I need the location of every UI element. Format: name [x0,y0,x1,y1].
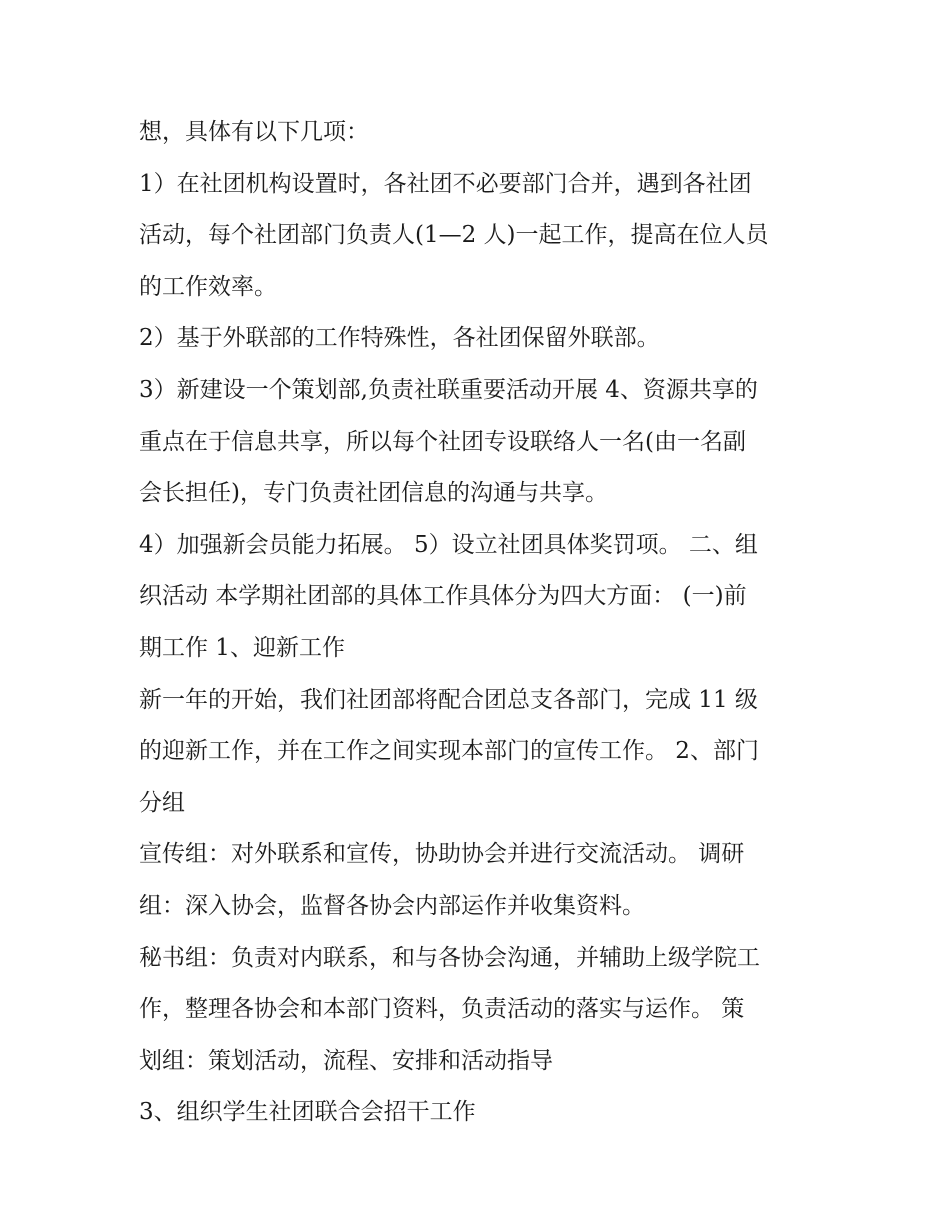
paragraph-line: 会长担任)，专门负责社团信息的沟通与共享。 [139,480,608,507]
paragraph-line: 重点在于信息共享，所以每个社团专设联络人一名(由一名副 [139,428,746,455]
paragraph-line: 的迎新工作，并在工作之间实现本部门的宣传工作。 2、部门 [139,738,759,765]
paragraph-line: 划组：策划活动，流程、安排和活动指导 [139,1047,553,1074]
paragraph-line: 活动，每个社团部门负责人(1—2 人)一起工作，提高在位人员 [139,222,769,249]
paragraph-line: 作，整理各协会和本部门资料，负责活动的落实与运作。 策 [139,996,745,1023]
paragraph-line: 组：深入协会，监督各协会内部运作并收集资料。 [139,892,645,919]
paragraph-line: 1）在社团机构设置时，各社团不必要部门合并，遇到各社团 [139,170,752,197]
paragraph-line: 想，具体有以下几项： [139,119,369,145]
paragraph-line: 宣传组：对外联系和宣传，协助协会并进行交流活动。 调研 [139,841,745,868]
paragraph-line: 2）基于外联部的工作特殊性，各社团保留外联部。 [139,325,660,352]
paragraph-line: 3、组织学生社团联合会招干工作 [139,1099,476,1126]
document-body [139,107,819,1139]
paragraph-line: 新一年的开始，我们社团部将配合团总支各部门，完成 11 级 [139,686,758,713]
paragraph-line: 织活动 本学期社团部的具体工作具体分为四大方面： (一)前 [139,583,747,610]
paragraph-line: 的工作效率。 [139,273,277,300]
paragraph-line: 秘书组：负责对内联系，和与各协会沟通，并辅助上级学院工 [139,944,760,971]
paragraph-line: 分组 [139,789,185,816]
paragraph-line: 4）加强新会员能力拓展。 5）设立社团具体奖罚项。 二、组 [139,531,758,558]
paragraph-line: 期工作 1、迎新工作 [139,634,345,661]
paragraph-line: 3）新建设一个策划部,负责社联重要活动开展 4、资源共享的 [139,376,758,403]
